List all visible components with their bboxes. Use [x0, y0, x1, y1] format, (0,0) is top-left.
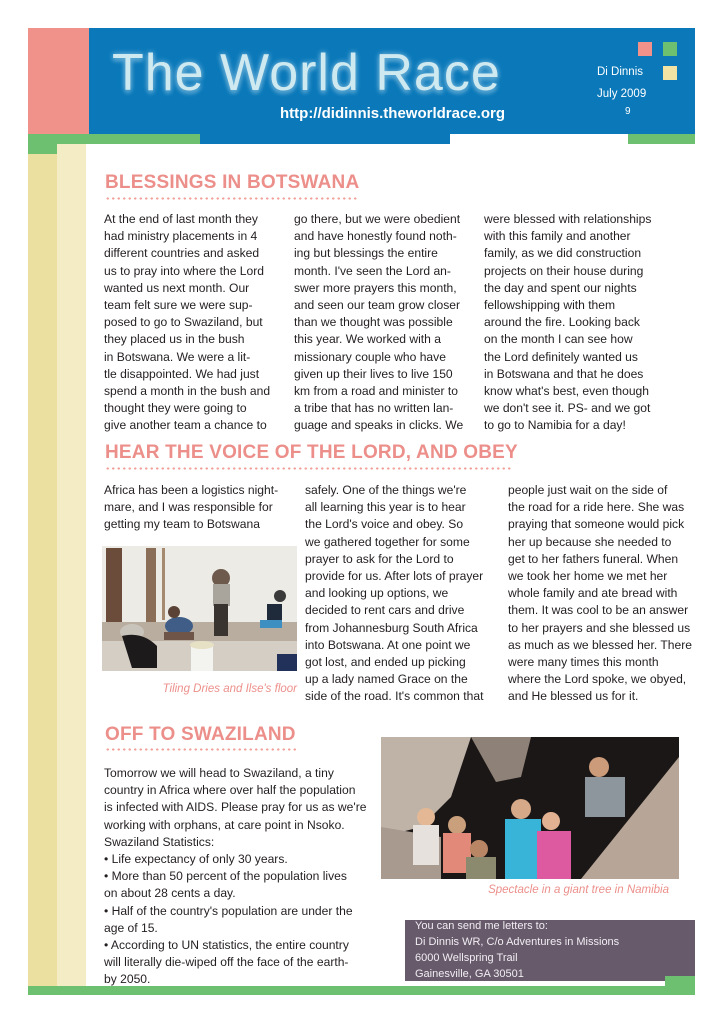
photo-namibia-tree — [381, 737, 679, 879]
text-line: missionary couple who have — [294, 349, 446, 364]
text-line: us to pray into where the Lord — [104, 263, 265, 278]
green-rule-top-left — [28, 134, 200, 144]
photo-caption-namibia: Spectacle in a giant tree in Namibia — [488, 884, 669, 896]
article-column-1 — [104, 482, 299, 534]
masthead-url-link[interactable]: http://didinnis.theworldrace.org — [280, 105, 505, 122]
text-line: all learning this year is to hear — [305, 500, 466, 515]
text-line: tle disappointed. We had just — [104, 366, 260, 381]
text-line: the Lord's voice and obey. So — [305, 517, 464, 532]
green-rule-top-right — [628, 134, 695, 144]
text-line: is infected with AIDS. Please pray for us as we're — [104, 800, 367, 815]
text-line: with this family and another — [484, 229, 631, 244]
text-line: were many times this month — [508, 655, 659, 670]
decorative-square-salmon — [638, 42, 652, 56]
text-line: up a lady named Grace on the — [305, 672, 468, 687]
text-line: will literally die-wiped off the face of the earth- — [104, 955, 349, 970]
article-column-1 — [104, 211, 289, 435]
text-line: km from a road and minister to — [294, 384, 458, 399]
bullet-item: • Half of the country's population are under the — [104, 903, 353, 918]
green-accent-tab — [665, 976, 695, 986]
text-line: know what's best, even though — [484, 384, 650, 399]
masthead-lip — [200, 134, 450, 144]
text-line: spend a month in the bush and — [104, 384, 271, 399]
photo-caption-tiling: Tiling Dries and Ilse's floor — [162, 683, 297, 695]
text-line: had ministry placements in 4 — [104, 229, 258, 244]
text-line: we took her home we met her — [508, 569, 668, 584]
text-line: we gathered together for some — [305, 534, 470, 549]
text-line: as much as we blessed her. There — [508, 637, 692, 652]
text-line: this year. We worked with a — [294, 332, 441, 347]
text-line: provide for us. After lots of prayer — [305, 569, 484, 584]
text-line: into Botswana. At one point we — [305, 637, 471, 652]
text-line: and seen our team grow closer — [294, 298, 461, 313]
text-line: than we thought was possible — [294, 315, 453, 330]
text-line: them. It was cool to be an answer — [508, 603, 689, 618]
dotted-underline — [105, 467, 513, 470]
text-line: Africa has been a logistics night- — [104, 483, 279, 497]
text-line: safely. One of the things we're — [305, 483, 467, 497]
text-line: side of the road. It's common that — [305, 689, 484, 704]
photo-tiling-floor — [102, 546, 297, 671]
dotted-underline — [105, 748, 298, 751]
mailing-line-1: Di Dinnis WR, C/o Adventures in Missions — [415, 936, 620, 948]
section-heading-hear-the-voice: HEAR THE VOICE OF THE LORD, AND OBEY — [105, 442, 518, 463]
text-line: go there, but we were obedient — [294, 212, 461, 226]
article-column-1 — [104, 765, 374, 989]
text-line: mare, and I was responsible for — [104, 500, 273, 515]
issue-date: July 2009 — [597, 88, 647, 100]
section-heading-off-to-swaziland: OFF TO SWAZILAND — [105, 724, 296, 745]
yellow-side-strip-light — [57, 144, 86, 986]
text-line: team felt sure we were sup- — [104, 298, 253, 313]
text-line: working with orphans, at care point in Nsoko. — [104, 817, 345, 832]
text-line: the day and spent our nights — [484, 280, 637, 295]
text-line: around the fire. Looking back — [484, 315, 640, 330]
text-line: in Botswana and that he does — [484, 366, 644, 381]
text-line: get to her fathers funeral. When — [508, 551, 679, 566]
text-line: thought they were going to — [104, 401, 247, 416]
decorative-square-yellow — [663, 66, 677, 80]
text-line: fellowshipping with them — [484, 298, 616, 313]
text-line: from Johannesburg South Africa — [305, 620, 478, 635]
text-line: the Lord definitely wanted us — [484, 349, 638, 364]
article-column-2 — [305, 482, 505, 706]
text-line: by 2050. — [104, 972, 151, 987]
yellow-side-strip-dark — [28, 154, 57, 986]
text-line: Tomorrow we will head to Swaziland, a tiny — [104, 766, 334, 780]
text-line: Swaziland Statistics: — [104, 834, 215, 849]
salmon-accent-block — [28, 28, 89, 134]
issue-number: 9 — [625, 106, 631, 117]
text-line: country in Africa where over half the population — [104, 783, 356, 798]
text-line: to her prayers and she blessed us — [508, 620, 691, 635]
text-line: swer more prayers this month, — [294, 280, 457, 295]
photo-illustration — [381, 737, 679, 879]
bullet-item: • More than 50 percent of the population lives — [104, 869, 347, 884]
text-line: guage and speaks in clicks. We — [294, 418, 464, 433]
text-line: At the end of last month they — [104, 212, 258, 226]
dotted-underline — [105, 197, 357, 200]
text-line: we don't see it. PS- and we got — [484, 401, 651, 416]
mailing-line-2: 6000 Wellspring Trail — [415, 952, 518, 964]
text-line: and looking up options, we — [305, 586, 449, 601]
text-line: her up because she needed to — [508, 534, 672, 549]
text-line: projects on their house during — [484, 263, 644, 278]
article-column-3 — [484, 211, 689, 435]
text-line: different countries and asked — [104, 246, 260, 261]
text-line: where the Lord spoke, we obyed, — [508, 672, 687, 687]
text-line: in Botswana. We were a lit- — [104, 349, 251, 364]
photo-illustration — [102, 546, 297, 671]
text-line: and have honestly found noth- — [294, 229, 457, 244]
article-column-2 — [294, 211, 479, 435]
text-line: they placed us in the bush — [104, 332, 245, 347]
bullet-item: • According to UN statistics, the entire country — [104, 938, 349, 953]
text-line: on the month I can see how — [484, 332, 633, 347]
masthead-title: The World Race — [112, 44, 501, 102]
text-line: ing but blessings the entire — [294, 246, 438, 261]
text-line: getting my team to Botswana — [104, 517, 260, 532]
text-line: and He blessed us for it. — [508, 689, 639, 704]
text-line: were blessed with relationships — [484, 212, 652, 226]
text-line: on about 28 cents a day. — [104, 886, 236, 901]
author-name: Di Dinnis — [597, 66, 644, 78]
text-line: give another team a chance to — [104, 418, 267, 433]
mailing-line-3: Gainesville, GA 30501 — [415, 968, 524, 980]
decorative-square-green — [663, 42, 677, 56]
text-line: given up their lives to live 150 — [294, 366, 453, 381]
article-column-3 — [508, 482, 703, 706]
text-line: praying that someone would pick — [508, 517, 685, 532]
text-line: posed to go to Swaziland, but — [104, 315, 263, 330]
text-line: to go to Namibia for a day! — [484, 418, 626, 433]
text-line: got lost, and ended up picking — [305, 655, 466, 670]
text-line: wanted us next month. Our — [104, 280, 250, 295]
bullet-item: • Life expectancy of only 30 years. — [104, 852, 288, 867]
text-line: age of 15. — [104, 920, 158, 935]
text-line: decided to rent cars and drive — [305, 603, 465, 618]
text-line: whole family and ate bread with — [508, 586, 678, 601]
mailing-intro: You can send me letters to: — [415, 920, 548, 932]
text-line: people just wait on the side of — [508, 483, 668, 497]
green-rule-left-cap — [28, 144, 58, 154]
text-line: prayer to ask for the Lord to — [305, 551, 454, 566]
mailing-address-box — [405, 920, 695, 981]
text-line: month. I've seen the Lord an- — [294, 263, 451, 278]
text-line: family, as we did construction — [484, 246, 642, 261]
text-line: the road for a ride here. She was — [508, 500, 685, 515]
section-heading-blessings: BLESSINGS IN BOTSWANA — [105, 172, 360, 193]
text-line: a tribe that has no written lan- — [294, 401, 454, 416]
